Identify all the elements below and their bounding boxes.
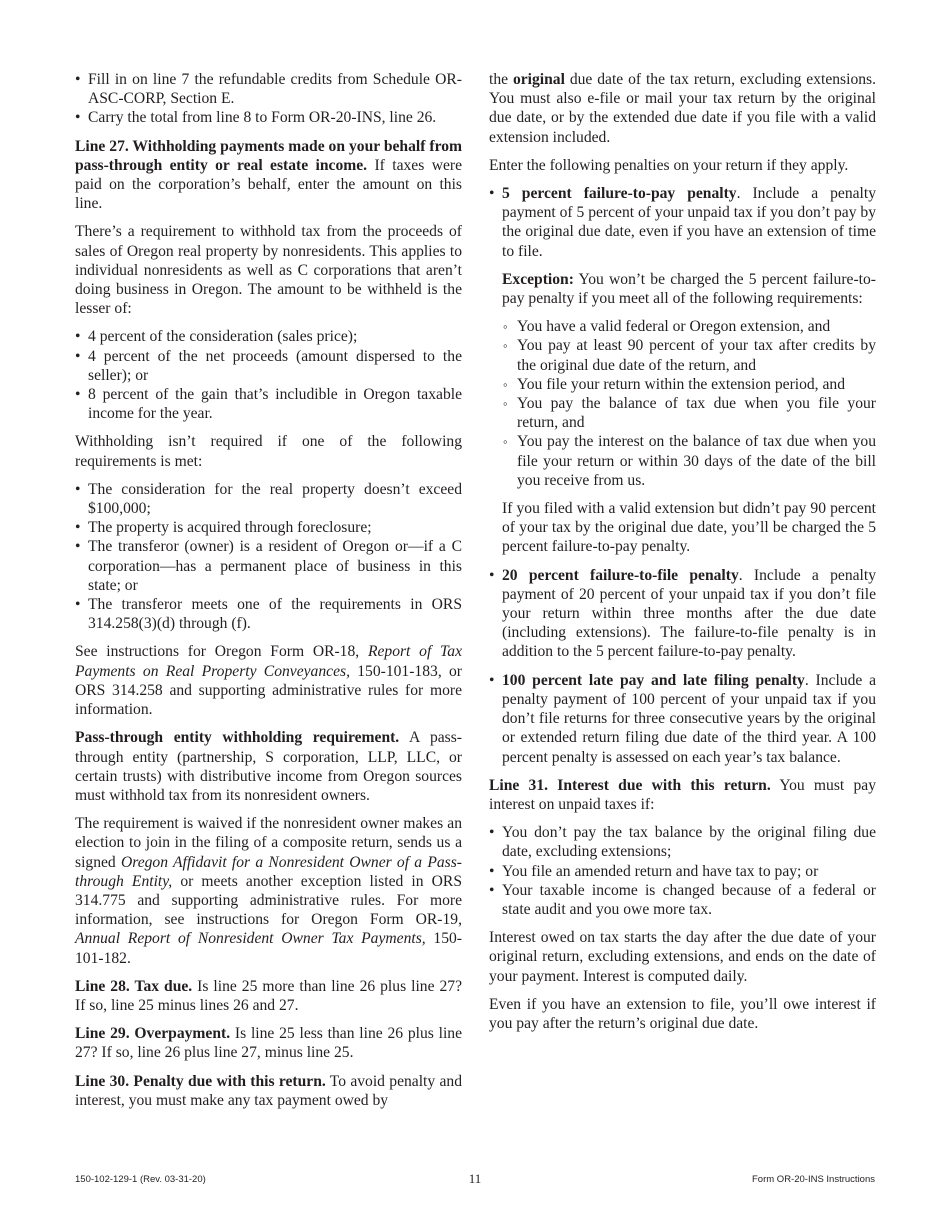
text-run: 150-101-182.	[75, 930, 462, 967]
line31-text: You must pay interest on unpaid taxes if:	[489, 776, 876, 813]
right-column	[489, 70, 876, 1042]
line28-text: Is line 25 more than line 26 plus line 27? If so, line 25 minus lines 26 and 27.	[75, 977, 462, 1014]
text-run: due date of the tax return, excluding extensions. You must also e-file or mail your tax return by the original due date, or by the extended due date if you file with a valid extension included.	[489, 71, 877, 146]
publication-title: Annual Report of Nonresident Owner Tax Payments,	[75, 930, 426, 948]
line31-paragraph	[489, 776, 876, 814]
footer-form-number: 150-102-129-1 (Rev. 03-31-20)	[75, 1174, 206, 1185]
list-item: • 8 percent of the gain that’s includible in Oregon taxable income for the year.	[75, 385, 462, 423]
list-item: • The property is acquired through foreclosure;	[75, 518, 462, 537]
bullet-glyph: •	[489, 566, 495, 584]
exemption-bullets	[75, 480, 462, 634]
line29-heading: Line 29. Overpayment.	[75, 1025, 231, 1043]
text-run: 150-101-183, or ORS 314.258 and supporting administrative rules for more information.	[75, 662, 462, 719]
list-item: • 4 percent of the net proceeds (amount dispersed to the seller); or	[75, 347, 462, 385]
penalty-5-text: . Include a penalty payment of 5 percent of your unpaid tax if you don’t pay by the original due date, even if you have an extension of time to file.	[502, 185, 876, 260]
penalty-100-text: . Include a penalty payment of 100 percent of your unpaid tax if you don’t file returns for three consecutive years by the original or extended return filing due date of the third year. A 100 percent penalty is assessed on each year’s tax balance.	[502, 671, 877, 766]
due-date-paragraph	[489, 70, 876, 147]
text-run: or meets another exception listed in ORS 314.775 and supporting administrative rules. For more information, see instructions for Oregon Form OR-19,	[75, 872, 462, 929]
withholding-paragraph: Withholding isn’t required if one of the following requirements is met:	[75, 433, 462, 470]
passthrough-text: A pass-through entity (partnership, S corporation, LLP, LLC, or certain trusts) with distributive income from Oregon sources must withhold tax from its nonresident owners.	[75, 729, 463, 804]
emphasis: original	[512, 71, 565, 88]
text-run: the	[489, 71, 513, 88]
list-item: • The consideration for the real property doesn’t exceed $100,000;	[75, 480, 462, 518]
line31-heading: Line 31. Interest due with this return.	[489, 776, 771, 794]
filed-extension-paragraph: If you filed with a valid extension but didn’t pay 90 percent of your tax by the original due date, you’ll be charged the 5 percent failure-to-pay penalty.	[502, 500, 876, 556]
penalty-20-item	[489, 566, 876, 662]
list-item: • You file an amended return and have tax to pay; or	[489, 862, 876, 881]
list-item: • Your taxable income is changed because of a federal or state audit and you owe more tax.	[489, 881, 876, 919]
penalty-5-item	[489, 184, 876, 261]
line27-paragraph	[75, 137, 462, 214]
extension-interest-paragraph: Even if you have an extension to file, you’ll owe interest if you pay after the return’s original due date.	[489, 995, 876, 1032]
exception-paragraph	[489, 270, 876, 308]
penalty-20-heading: 20 percent failure-to-file penalty	[502, 566, 739, 584]
list-item: ◦ You pay at least 90 percent of your tax after credits by the original due date of the return, and	[502, 336, 876, 374]
line27-text: If taxes were paid on the corporation’s behalf, enter the amount on this line.	[75, 156, 462, 213]
schedule-bullets	[75, 70, 462, 128]
text-run: The requirement is waived if the nonresident owner makes an election to join in the filing of a composite return, sends us a signed	[75, 815, 462, 871]
bullet-glyph: •	[489, 671, 495, 689]
list-item: • The transferor meets one of the requirements in ORS 314.258(3)(d) through (f).	[75, 595, 462, 633]
interest-paragraph: Interest owed on tax starts the day after the due date of your original return, excluding extensions, and ends on the date of your payment. Interest is computed daily.	[489, 929, 876, 985]
list-item: ◦ You have a valid federal or Oregon extension, and	[502, 317, 876, 336]
passthrough-heading: Pass-through entity withholding requirement.	[75, 729, 400, 747]
publication-title: Report of Tax Payments on Real Property Conveyances,	[75, 643, 463, 680]
line30-paragraph	[75, 1072, 462, 1110]
line29-paragraph	[75, 1024, 462, 1062]
penalty-20-text: . Include a penalty payment of 20 percent of your unpaid tax if you don’t file your return within three months after the due date (including extensions). The failure-to-file penalty is in addition to the 5 percent failure-to-pay penalty.	[502, 566, 876, 661]
list-item: • Carry the total from line 8 to Form OR-20-INS, line 26.	[75, 108, 462, 127]
interest-bullets	[489, 823, 876, 919]
penalty-5-heading: 5 percent failure-to-pay penalty	[502, 185, 737, 203]
enter-penalties-paragraph: Enter the following penalties on your return if they apply.	[489, 156, 849, 174]
passthrough-paragraph	[75, 728, 462, 805]
penalty-100-item	[489, 671, 876, 767]
withhold-amount-bullets	[75, 327, 462, 423]
list-item: • The transferor (owner) is a resident of Oregon or—if a C corporation—has a permanent place of business in this state; or	[75, 537, 462, 595]
footer-form-title: Form OR-20-INS Instructions	[752, 1174, 875, 1185]
see-instructions-paragraph	[75, 642, 462, 719]
left-column	[75, 70, 462, 1119]
line28-paragraph	[75, 977, 462, 1015]
list-item: • You don’t pay the tax balance by the original filing due date, excluding extensions;	[489, 823, 876, 861]
exception-requirements-list	[489, 317, 876, 490]
page-number: 11	[468, 1171, 482, 1186]
list-item: ◦ You pay the balance of tax due when you file your return, and	[502, 394, 876, 432]
line29-text: Is line 25 less than line 26 plus line 27? If so, line 26 plus line 27, minus line 25.	[75, 1025, 463, 1062]
line30-heading: Line 30. Penalty due with this return.	[75, 1072, 326, 1090]
line30-text: To avoid penalty and interest, you must make any tax payment owed by	[75, 1072, 462, 1109]
list-item: • Fill in on line 7 the refundable credits from Schedule OR-ASC-CORP, Section E.	[75, 70, 462, 108]
text-run: See instructions for Oregon Form OR-18,	[75, 643, 368, 661]
list-item: ◦ You file your return within the extension period, and	[502, 375, 876, 394]
publication-title: Oregon Affidavit for a Nonresident Owner of a Pass-through Entity,	[75, 853, 462, 890]
list-item: ◦ You pay the interest on the balance of tax due when you file your return or within 30 days of the date of the bill you receive from us.	[502, 432, 876, 490]
exception-heading: Exception:	[502, 270, 574, 288]
line28-heading: Line 28. Tax due.	[75, 977, 193, 995]
requirement-paragraph: There’s a requirement to withhold tax from the proceeds of sales of Oregon real property by nonresidents. This applies to individual nonresidents as well as C corporations that aren’t doing business in Oregon. The amount to be withheld is the lesser of:	[75, 223, 462, 318]
bullet-glyph: •	[489, 185, 495, 203]
waived-paragraph	[75, 814, 462, 968]
exception-text: You won’t be charged the 5 percent failure-to-pay penalty if you meet all of the following requirements:	[502, 270, 876, 308]
line27-heading: Line 27. Withholding payments made on your behalf from pass-through entity or real estate income.	[75, 137, 462, 174]
penalty-100-heading: 100 percent late pay and late filing penalty	[502, 671, 805, 689]
list-item: • 4 percent of the consideration (sales price);	[75, 327, 462, 346]
